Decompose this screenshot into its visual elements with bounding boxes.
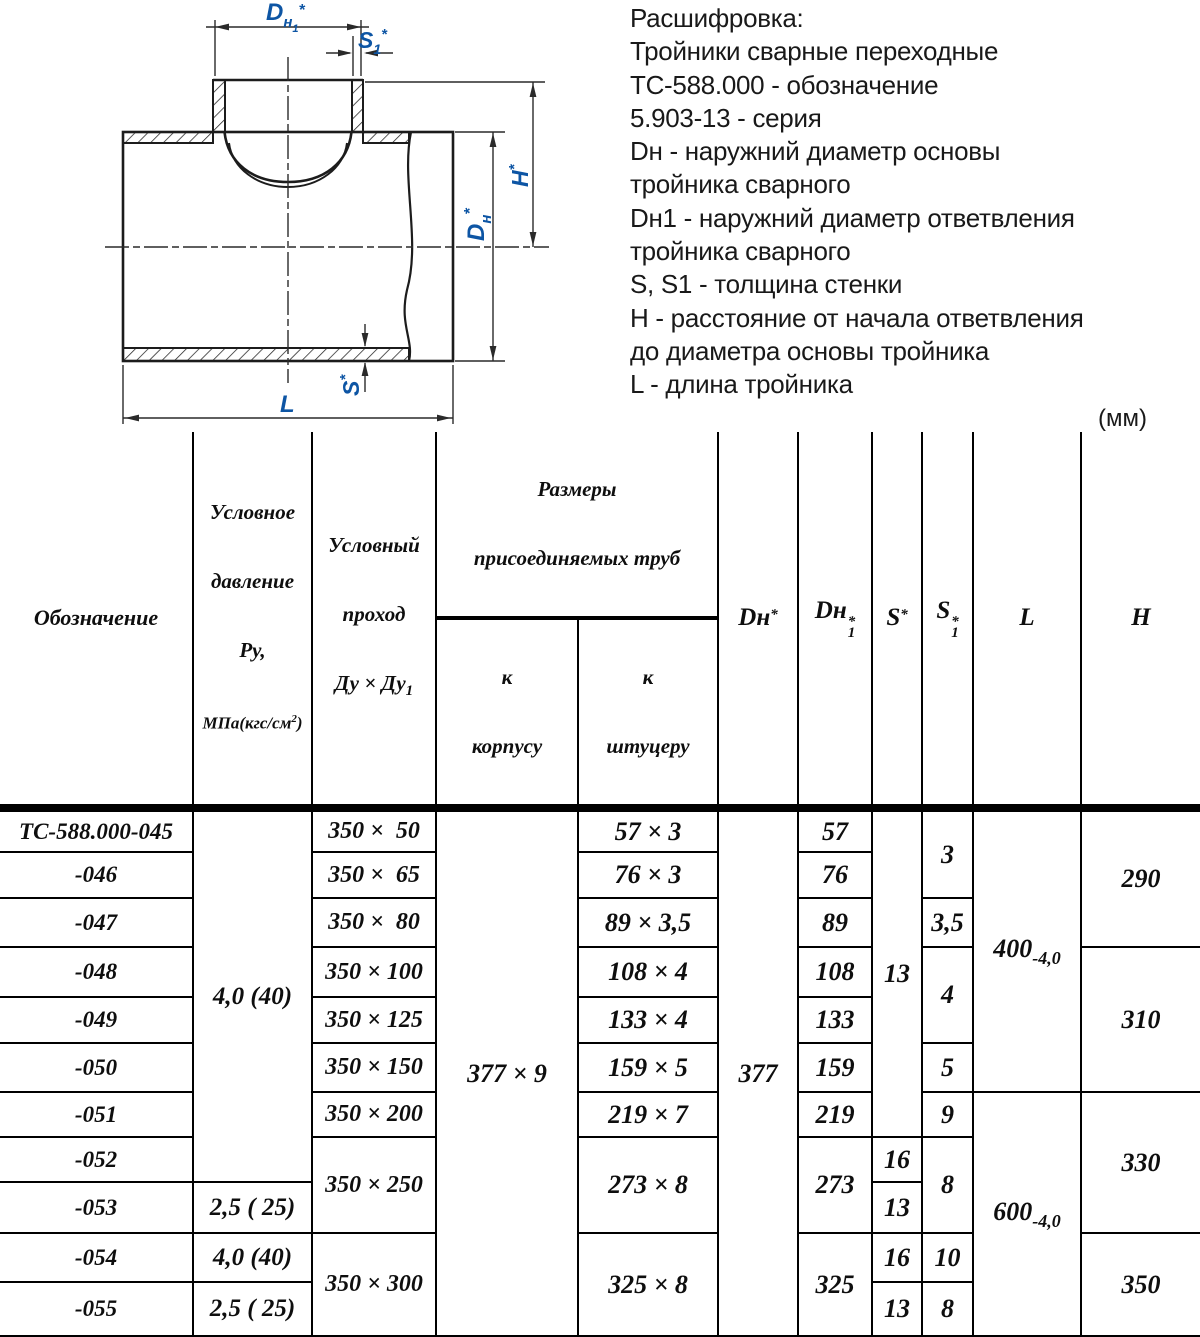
cell-s: 16 bbox=[872, 1233, 922, 1282]
cell-dn1: 133 bbox=[798, 997, 872, 1043]
cell-s: 13 bbox=[872, 1282, 922, 1336]
cell-pressure: 4,0 (40) bbox=[193, 1233, 312, 1282]
cell-designation: -051 bbox=[0, 1092, 193, 1137]
cell-designation: -049 bbox=[0, 997, 193, 1043]
legend-line: 5.903-13 - серия bbox=[630, 102, 822, 133]
cell-dn1: 57 bbox=[798, 808, 872, 852]
cell-bore-merged: 350 × 250 bbox=[312, 1137, 436, 1233]
dim-label-s1: $S_1^*$ bbox=[358, 26, 387, 57]
cell-designation: -052 bbox=[0, 1137, 193, 1182]
col-header-dn: Dн* bbox=[718, 432, 798, 808]
cell-s1: 5 bbox=[922, 1043, 973, 1092]
cell-s1: 10 bbox=[922, 1233, 973, 1282]
cell-designation: -054 bbox=[0, 1233, 193, 1282]
cell-s1-merged: 8 bbox=[922, 1137, 973, 1233]
legend-line: тройника сварного bbox=[630, 169, 851, 200]
cell-dn1-merged: 325 bbox=[798, 1233, 872, 1336]
legend-line: L - длина тройника bbox=[630, 369, 853, 400]
cell-to-branch-merged: 325 × 8 bbox=[578, 1233, 718, 1336]
cell-to-branch: 76 × 3 bbox=[578, 852, 718, 898]
cell-l-merged: $600_{-4,0}$ bbox=[973, 1092, 1081, 1336]
legend-line: Dн - наружний диаметр основы bbox=[630, 136, 1001, 167]
cell-h-merged: 330 bbox=[1081, 1092, 1200, 1233]
legend-line: Тройники сварные переходные bbox=[630, 36, 999, 67]
cell-pressure: 2,5 ( 25) bbox=[193, 1182, 312, 1233]
cell-bore: 350 × 80 bbox=[312, 898, 436, 947]
legend-line: Расшифровка: bbox=[630, 3, 804, 33]
cell-dn1: 159 bbox=[798, 1043, 872, 1092]
cell-h-merged: 290 bbox=[1081, 808, 1200, 947]
legend-line: S, S1 - толщина стенки bbox=[630, 269, 903, 300]
col-header-bore: Условный проход Ду × $Ду_1$ bbox=[312, 432, 436, 808]
cell-dn1: 89 bbox=[798, 898, 872, 947]
dim-label-l: L bbox=[280, 391, 295, 418]
legend-block bbox=[630, 2, 1196, 402]
cell-dn1: 108 bbox=[798, 947, 872, 997]
cell-designation: -053 bbox=[0, 1182, 193, 1233]
legend-line: Dн1 - наружний диаметр ответвления bbox=[630, 202, 1075, 233]
legend-line: H - расстояние от начала ответвления bbox=[630, 302, 1084, 333]
dim-label-s: S* bbox=[337, 374, 364, 396]
cell-s1-merged: 3 bbox=[922, 808, 973, 898]
col-header-designation: Обозначение bbox=[0, 432, 193, 808]
cell-s1: 9 bbox=[922, 1092, 973, 1137]
table-row bbox=[0, 808, 1200, 852]
cell-to-branch: 133 × 4 bbox=[578, 997, 718, 1043]
cell-dn1-merged: 273 bbox=[798, 1137, 872, 1233]
cell-h-merged: 350 bbox=[1081, 1233, 1200, 1336]
cell-bore: 350 × 100 bbox=[312, 947, 436, 997]
cell-s1: 8 bbox=[922, 1282, 973, 1336]
cell-designation: ТС-588.000-045 bbox=[0, 808, 193, 852]
cell-bore: 350 × 200 bbox=[312, 1092, 436, 1137]
cell-s1: 3,5 bbox=[922, 898, 973, 947]
cell-dn-merged: 377 bbox=[718, 808, 798, 1336]
cell-to-branch: 219 × 7 bbox=[578, 1092, 718, 1137]
cell-bore: 350 × 150 bbox=[312, 1043, 436, 1092]
cell-bore-merged: 350 × 300 bbox=[312, 1233, 436, 1336]
cell-pressure-merged: 4,0 (40) bbox=[193, 808, 312, 1182]
col-header-l: L bbox=[973, 432, 1081, 808]
dim-label-dn1: $D_{н1}^*$ bbox=[266, 0, 305, 35]
cell-to-branch: 159 × 5 bbox=[578, 1043, 718, 1092]
cell-to-branch-merged: 273 × 8 bbox=[578, 1137, 718, 1233]
col-header-s: S* bbox=[872, 432, 922, 808]
tee-drawing bbox=[0, 0, 620, 430]
cell-dn1: 219 bbox=[798, 1092, 872, 1137]
dimensions-table bbox=[0, 432, 1200, 1337]
table-row bbox=[0, 1092, 1200, 1137]
legend-line: ТС-588.000 - обозначение bbox=[630, 69, 939, 100]
dim-label-h: H* bbox=[506, 164, 533, 187]
cell-s-merged: 13 bbox=[872, 808, 922, 1137]
cell-s1-merged: 4 bbox=[922, 947, 973, 1043]
col-header-to-body: к корпусу bbox=[436, 618, 578, 808]
cell-to-branch: 57 × 3 bbox=[578, 808, 718, 852]
cell-pressure: 2,5 ( 25) bbox=[193, 1282, 312, 1336]
col-header-h: H bbox=[1081, 432, 1200, 808]
col-header-dn1: Dн * 1 bbox=[798, 432, 872, 808]
dim-label-dn: $D_н^*$ bbox=[462, 208, 495, 241]
col-header-to-branch: к штуцеру bbox=[578, 618, 718, 808]
cell-dn1: 76 bbox=[798, 852, 872, 898]
units-label: (мм) bbox=[1098, 405, 1147, 432]
cell-designation: -046 bbox=[0, 852, 193, 898]
cell-designation: -047 bbox=[0, 898, 193, 947]
cell-designation: -050 bbox=[0, 1043, 193, 1092]
cell-bore: 350 × 125 bbox=[312, 997, 436, 1043]
legend-line: тройника сварного bbox=[630, 236, 851, 267]
cell-l-merged: $400_{-4,0}$ bbox=[973, 808, 1081, 1092]
legend-line: до диаметра основы тройника bbox=[630, 335, 990, 366]
col-header-pressure: Условное давление Ру, $МПа(кгс/см^2)$ bbox=[193, 432, 312, 808]
cell-s: 16 bbox=[872, 1137, 922, 1182]
cell-to-body-merged: 377 × 9 bbox=[436, 808, 578, 1336]
col-header-s1: S * 1 bbox=[922, 432, 973, 808]
cell-h-merged: 310 bbox=[1081, 947, 1200, 1092]
cell-bore: 350 × 65 bbox=[312, 852, 436, 898]
cell-to-branch: 89 × 3,5 bbox=[578, 898, 718, 947]
cell-s: 13 bbox=[872, 1182, 922, 1233]
cell-to-branch: 108 × 4 bbox=[578, 947, 718, 997]
cell-designation: -055 bbox=[0, 1282, 193, 1336]
cell-designation: -048 bbox=[0, 947, 193, 997]
col-header-pipe-sizes: Размеры присоединяемых труб bbox=[436, 432, 718, 618]
cell-bore: 350 × 50 bbox=[312, 808, 436, 852]
